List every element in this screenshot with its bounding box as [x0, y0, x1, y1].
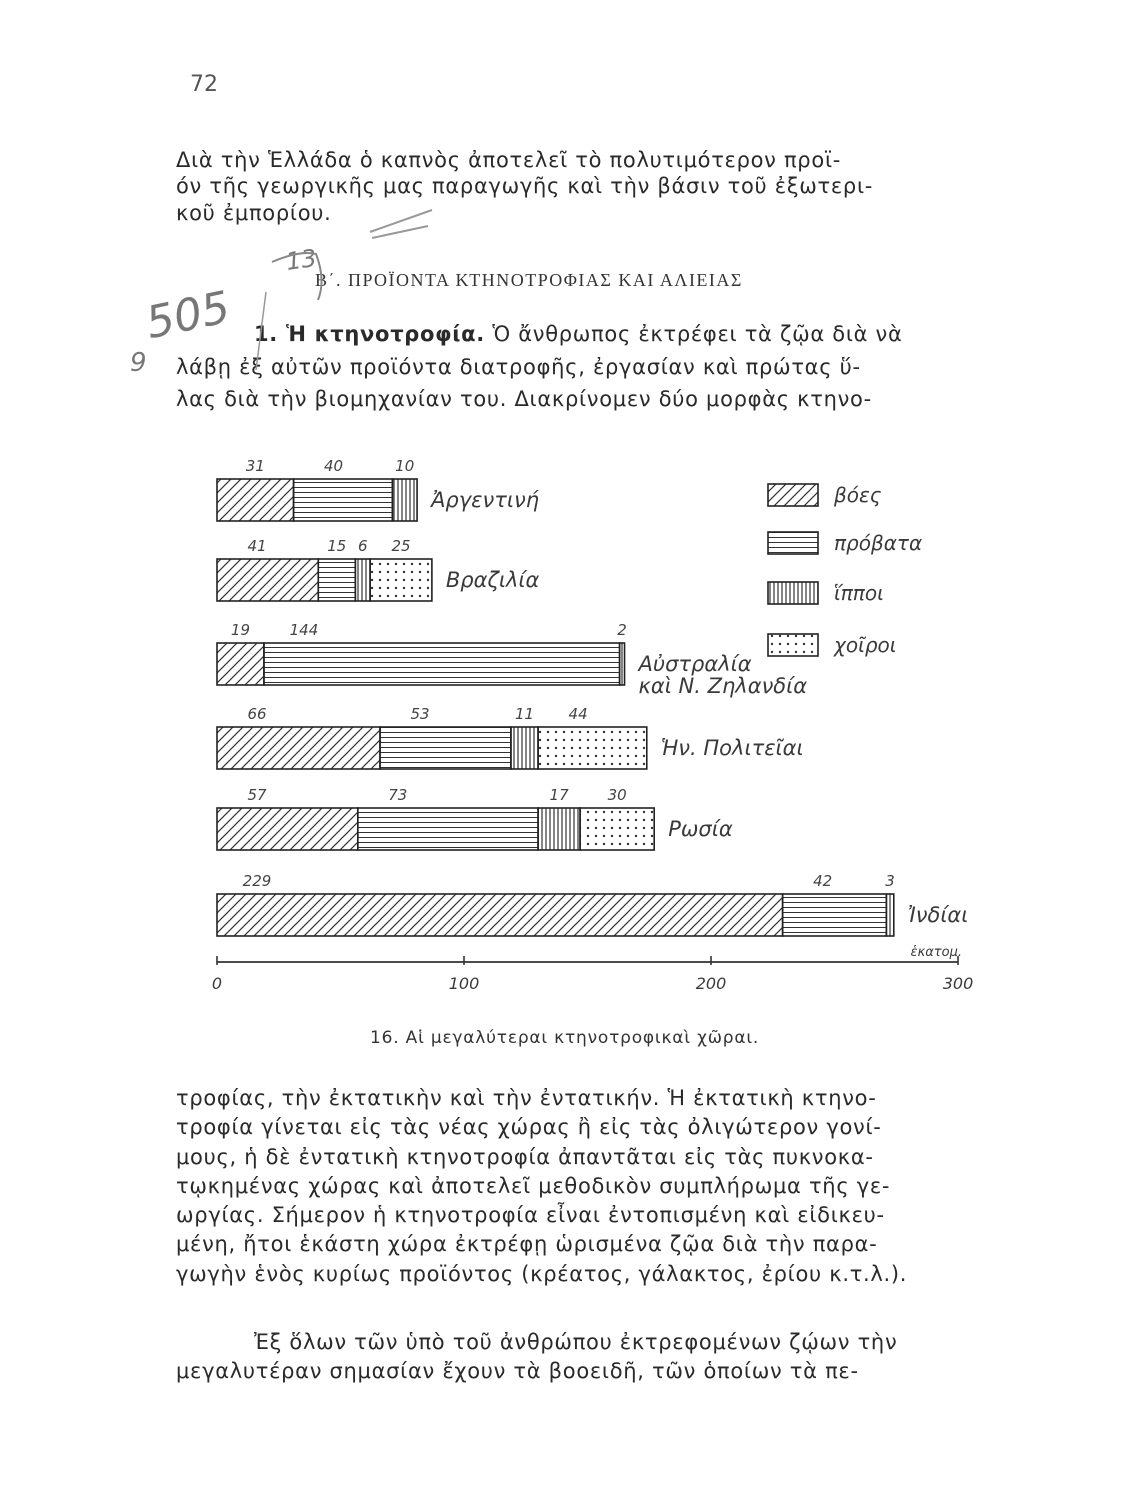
bar-segment-horizontal	[783, 894, 887, 936]
value-label: 15	[327, 537, 347, 555]
value-label: 41	[247, 537, 267, 555]
legend-label: χοῖροι	[834, 633, 897, 657]
bar-segment-vertical	[392, 479, 417, 521]
legend-swatch	[768, 582, 818, 604]
country-label: καὶ Ν. Ζηλανδία	[638, 674, 808, 698]
text-line: μους, ἡ δὲ ἐντατικὴ κτηνοτροφία ἀπαντᾶται εἰς τὰς πυκνοκα-	[176, 1144, 874, 1169]
axis-tick-label: 0	[211, 974, 223, 993]
axis-tick-label: 300	[942, 974, 974, 993]
value-label: 2	[617, 621, 627, 639]
text-line: γωγὴν ἑνὸς κυρίως προϊόντος (κρέατος, γάλακτος, ἐρίου κ.τ.λ.).	[176, 1261, 908, 1286]
bar-segment-horizontal	[380, 727, 511, 769]
value-label: 3	[885, 872, 895, 890]
value-label: 44	[568, 705, 588, 723]
text-line: Ἐξ ὅλων τῶν ὑπὸ τοῦ ἀνθρώπου ἐκτρεφομένων ζῴων τὴν	[254, 1330, 898, 1354]
legend	[768, 483, 922, 657]
bar-segment-diagonal	[217, 808, 358, 850]
bar-segment-horizontal	[264, 643, 620, 685]
bar-segment-vertical	[886, 894, 893, 936]
paragraph-livestock-types	[176, 1084, 1028, 1289]
country-label: Ἰνδίαι	[907, 903, 969, 927]
text-line: λάβῃ ἐξ αὐτῶν προϊόντα διατροφῆς, ἐργασίαν καὶ πρώτας ὕ-	[176, 354, 861, 379]
subsection-title: 1. Ἡ κτηνοτροφία.	[254, 322, 485, 346]
text-line: Διὰ τὴν Ἑλλάδα ὁ καπνὸς ἀποτελεῖ τὸ πολυτιμότερον προϊ-	[176, 148, 841, 172]
legend-swatch	[768, 484, 818, 506]
value-label: 40	[324, 457, 344, 475]
value-label: 25	[391, 537, 411, 555]
text-line: λας διὰ τὴν βιομηχανίαν του. Διακρίνομεν δύο μορφὰς κτηνο-	[176, 387, 872, 412]
value-label: 30	[607, 786, 627, 804]
country-label: Ρωσία	[668, 817, 733, 841]
legend-label: πρόβατα	[834, 531, 923, 555]
text-line: κοῦ ἐμπορίου.	[176, 200, 332, 225]
bar-segment-diagonal	[217, 559, 318, 601]
bar-segment-vertical	[620, 643, 625, 685]
legend-swatch	[768, 634, 818, 656]
country-label: Ἀργεντινή	[431, 488, 540, 512]
value-label: 144	[289, 621, 319, 639]
handwritten-note: 9	[130, 348, 147, 378]
value-label: 73	[388, 786, 408, 804]
text-line: τροφία γίνεται εἰς τὰς νέας χώρας ἢ εἰς τὰς ὀλιγώτερον γονί-	[176, 1115, 882, 1140]
indent	[176, 1330, 254, 1354]
paragraph-cattle	[176, 1328, 1028, 1387]
value-label: 6	[357, 537, 368, 555]
text-line: μεγαλυτέραν σημασίαν ἔχουν τὰ βοοειδῆ, τῶν ὁποίων τὰ πε-	[176, 1359, 859, 1384]
axis-tick-label: 200	[695, 974, 727, 993]
bar-segment-dotted	[538, 727, 647, 769]
bar-segment-horizontal	[358, 808, 538, 850]
handwritten-note: 13	[284, 244, 319, 276]
value-label: 10	[395, 457, 415, 475]
legend-label: βόες	[834, 483, 882, 507]
bar-segment-dotted	[370, 559, 432, 601]
axis-unit-label: ἑκατομ.	[910, 945, 962, 960]
value-label: 57	[247, 786, 267, 804]
text-line: Ὁ ἄνθρωπος ἐκτρέφει τὰ ζῷα διὰ νὰ	[484, 322, 903, 346]
value-label: 11	[514, 705, 535, 723]
page-number: 72	[190, 72, 218, 97]
x-axis	[212, 945, 973, 993]
country-label: Ἡν. Πολιτεῖαι	[660, 736, 804, 760]
bar-segment-diagonal	[217, 727, 380, 769]
bar-segment-vertical	[511, 727, 538, 769]
value-label: 19	[230, 621, 251, 639]
figure-caption: 16. Αἱ μεγαλύτεραι κτηνοτροφικαὶ χῶραι.	[370, 1028, 760, 1048]
legend-label: ἵπποι	[834, 581, 884, 605]
value-label: 17	[549, 786, 569, 804]
country-label: Αὐστραλία	[638, 652, 752, 676]
legend-swatch	[768, 532, 818, 554]
text-line: ωργίας. Σήμερον ἡ κτηνοτροφία εἶναι ἐντοπισμένη καὶ εἰδικευ-	[176, 1203, 885, 1228]
bar-segment-diagonal	[217, 894, 783, 936]
bar-segment-diagonal	[217, 479, 294, 521]
country-label: Βραζιλία	[445, 568, 540, 592]
bars-group	[217, 457, 968, 936]
section-heading: Β΄. ΠΡΟΪΟΝΤΑ ΚΤΗΝΟΤΡΟΦΙΑΣ ΚΑΙ ΑΛΙΕΙΑΣ	[315, 270, 743, 290]
text-line: μένη, ἤτοι ἑκάστη χώρα ἐκτρέφῃ ὡρισμένα ζῷα διὰ τὴν παρα-	[176, 1232, 878, 1257]
axis-tick-label: 100	[448, 974, 480, 993]
value-label: 31	[245, 457, 265, 475]
value-label: 42	[813, 872, 833, 890]
bar-segment-dotted	[580, 808, 654, 850]
handwritten-note: 505	[141, 281, 235, 350]
value-label: 229	[242, 872, 272, 890]
text-line: όν τῆς γεωργικῆς μας παραγωγῆς καὶ τὴν βάσιν τοῦ ἐξωτερι-	[176, 174, 874, 199]
value-label: 66	[247, 705, 267, 723]
bar-segment-horizontal	[318, 559, 355, 601]
bar-segment-horizontal	[294, 479, 393, 521]
bar-segment-vertical	[355, 559, 370, 601]
value-label: 53	[410, 705, 430, 723]
text-line: τῳκημένας χώρας καὶ ἀποτελεῖ μεθοδικὸν συμπλήρωμα τῆς γε-	[176, 1173, 891, 1198]
bar-segment-diagonal	[217, 643, 264, 685]
text-line: τροφίας, τὴν ἐκτατικὴν καὶ τὴν ἐντατικήν. Ἡ ἐκτατικὴ κτηνο-	[176, 1086, 877, 1110]
bar-segment-vertical	[538, 808, 580, 850]
